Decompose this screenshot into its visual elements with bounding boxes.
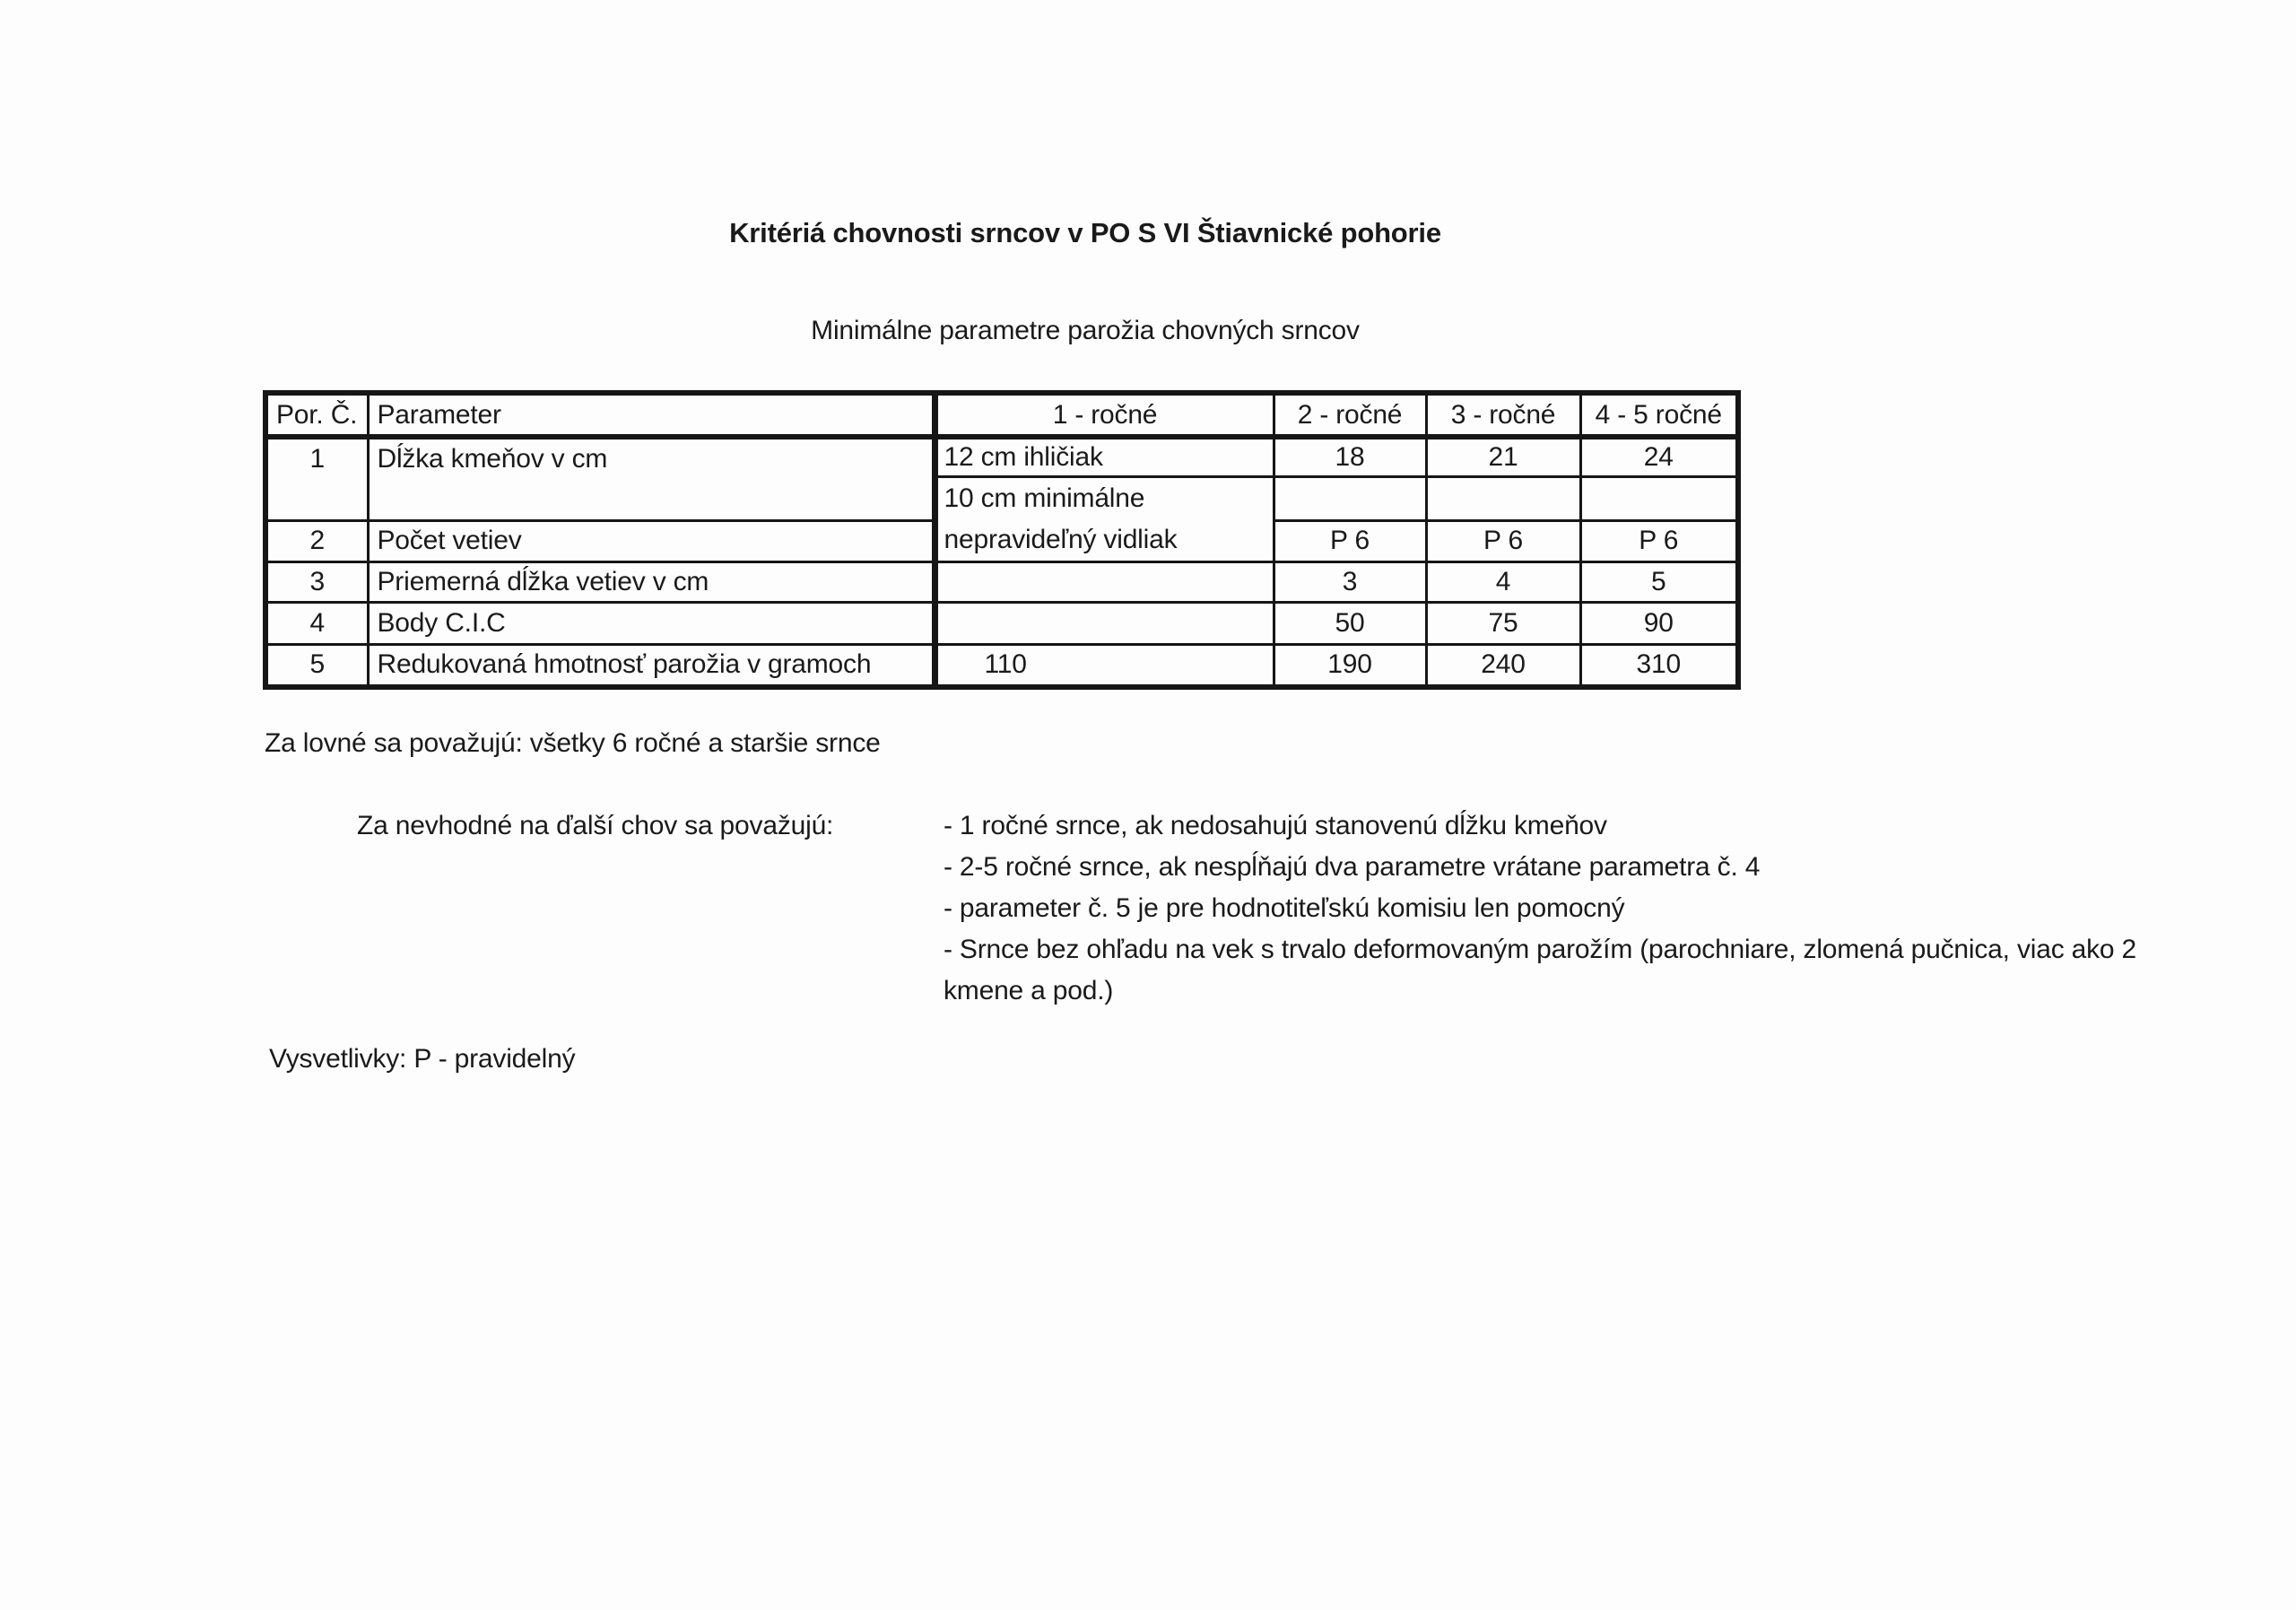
document-title: Kritériá chovnosti srncov v PO S VI Štiavnické pohorie bbox=[729, 217, 1441, 248]
cell-row1-param: Dĺžka kmeňov v cm bbox=[368, 437, 935, 520]
cell-row5-age1: 110 bbox=[935, 644, 1274, 687]
note-harvestable: Za lovné sa považujú: všetky 6 ročné a staršie srnce bbox=[265, 728, 881, 758]
cell-row3-age1-empty bbox=[935, 561, 1274, 602]
bullet-item-4: - Srnce bez ohľadu na vek s trvalo deformovaným parožím (parochniare, zlomená pučnica, viac ako 2 kmene a pod.) bbox=[944, 935, 2137, 1005]
cell-row4-num: 4 bbox=[265, 602, 368, 644]
cell-row1-age1: 12 cm ihličiak bbox=[935, 437, 1274, 476]
cell-row1-age3: 21 bbox=[1426, 437, 1580, 476]
cell-row3-num: 3 bbox=[265, 561, 368, 602]
cell-row1b-age2-empty bbox=[1274, 476, 1426, 520]
bullet-item-1: - 1 ročné srnce, ak nedosahujú stanovenú dĺžku kmeňov bbox=[944, 811, 1607, 840]
cell-row1b-age1-line2: nepravideľný vidliak bbox=[944, 524, 1178, 554]
cell-row2-age4: P 6 bbox=[1580, 520, 1738, 561]
cell-row1-num: 1 bbox=[265, 437, 368, 520]
cell-row5-num: 5 bbox=[265, 644, 368, 687]
cell-row2-age3: P 6 bbox=[1426, 520, 1580, 561]
cell-row4-age4: 90 bbox=[1580, 602, 1738, 644]
cell-row2-num: 2 bbox=[265, 520, 368, 561]
cell-row5-param: Redukovaná hmotnosť parožia v gramoch bbox=[368, 644, 935, 687]
table-header-row bbox=[265, 393, 1738, 437]
header-por-c: Por. Č. bbox=[265, 393, 368, 437]
table-row bbox=[265, 561, 1738, 602]
cell-row2-age2: P 6 bbox=[1274, 520, 1426, 561]
legend-text: Vysvetlivky: P - pravidelný bbox=[269, 1044, 576, 1074]
cell-row4-age2: 50 bbox=[1274, 602, 1426, 644]
table-row bbox=[265, 644, 1738, 687]
cell-row1b-age3-empty bbox=[1426, 476, 1580, 520]
table-row bbox=[265, 602, 1738, 644]
cell-row1-age2: 18 bbox=[1274, 437, 1426, 476]
bullet-item-3: - parameter č. 5 je pre hodnotiteľskú komisiu len pomocný bbox=[944, 893, 1625, 923]
header-4-5-rocne: 4 - 5 ročné bbox=[1580, 393, 1738, 437]
header-3-rocne: 3 - ročné bbox=[1426, 393, 1580, 437]
table-row bbox=[265, 437, 1738, 476]
unsuitable-bullet-list bbox=[944, 805, 2168, 1012]
cell-row1b-age1-merged bbox=[935, 476, 1274, 561]
criteria-table bbox=[263, 390, 1741, 690]
cell-row3-age2: 3 bbox=[1274, 561, 1426, 602]
cell-row3-age4: 5 bbox=[1580, 561, 1738, 602]
cell-row2-param: Počet vetiev bbox=[368, 520, 935, 561]
cell-row4-age1-empty bbox=[935, 602, 1274, 644]
document-subtitle: Minimálne parametre parožia chovných srncov bbox=[811, 316, 1360, 345]
cell-row1b-age4-empty bbox=[1580, 476, 1738, 520]
cell-row4-age3: 75 bbox=[1426, 602, 1580, 644]
cell-row1-age4: 24 bbox=[1580, 437, 1738, 476]
cell-row3-age3: 4 bbox=[1426, 561, 1580, 602]
cell-row5-age4: 310 bbox=[1580, 644, 1738, 687]
header-1-rocne: 1 - ročné bbox=[935, 393, 1274, 437]
bullet-item-2: - 2-5 ročné srnce, ak nespĺňajú dva parametre vrátane parametra č. 4 bbox=[944, 852, 1761, 882]
cell-row5-age3: 240 bbox=[1426, 644, 1580, 687]
header-2-rocne: 2 - ročné bbox=[1274, 393, 1426, 437]
note-unsuitable-label: Za nevhodné na ďalší chov sa považujú: bbox=[357, 811, 834, 840]
cell-row1b-age1-line1: 10 cm minimálne bbox=[944, 483, 1145, 513]
cell-row4-param: Body C.I.C bbox=[368, 602, 935, 644]
header-parameter: Parameter bbox=[368, 393, 935, 437]
cell-row3-param: Priemerná dĺžka vetiev v cm bbox=[368, 561, 935, 602]
cell-row5-age2: 190 bbox=[1274, 644, 1426, 687]
